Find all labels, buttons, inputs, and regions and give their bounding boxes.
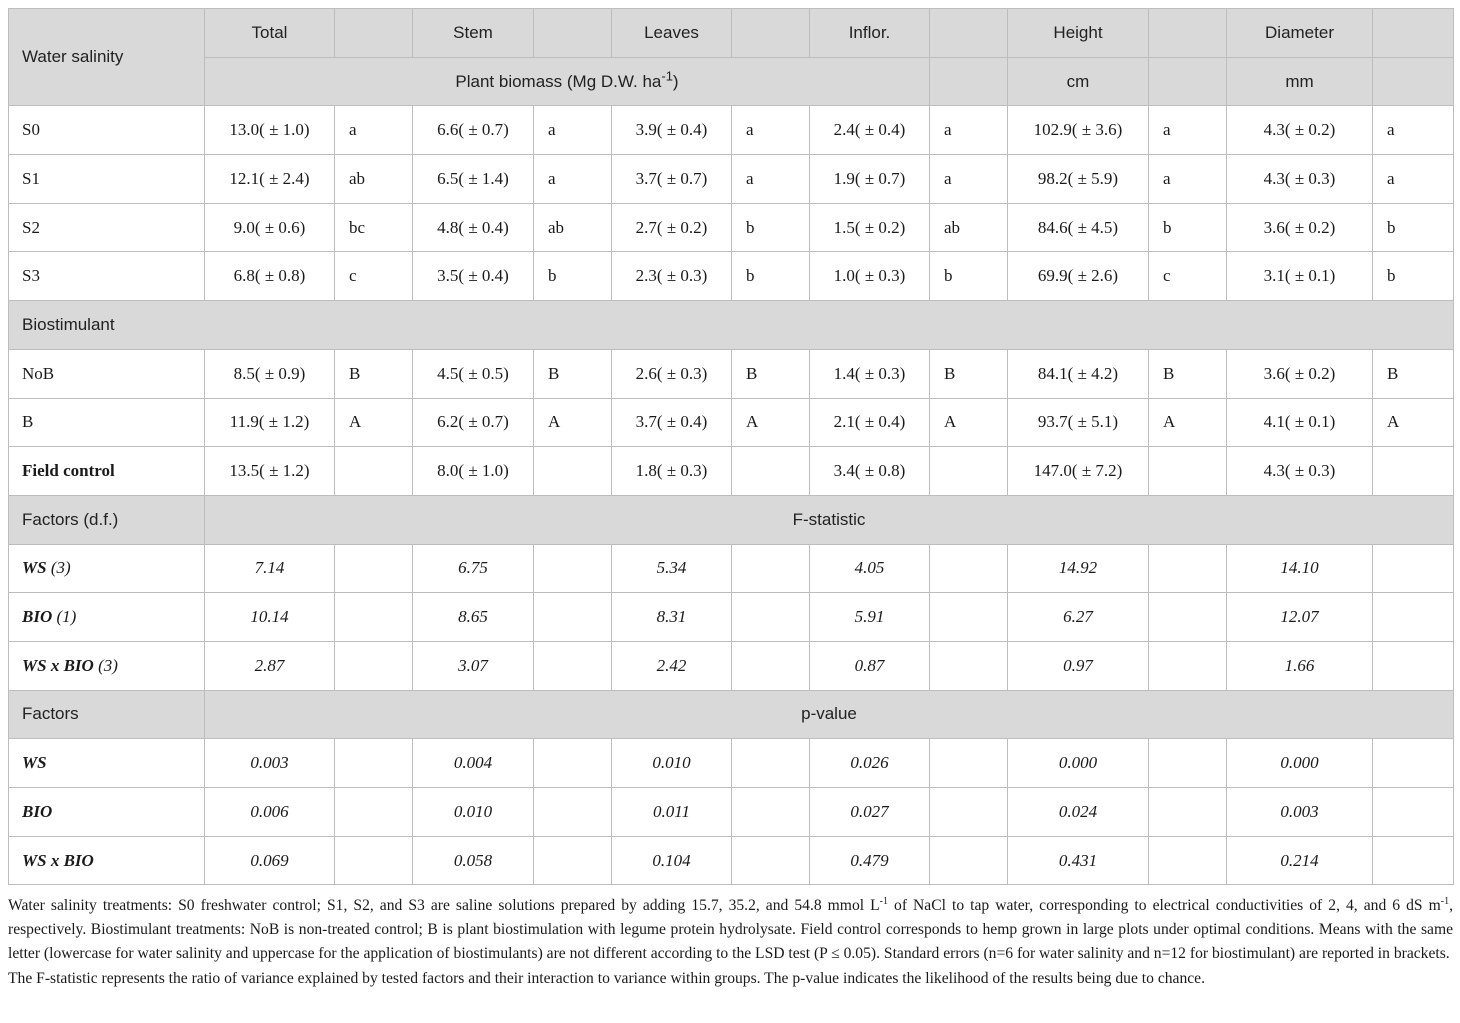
factor-name: BIO bbox=[22, 607, 53, 627]
factor-label bbox=[9, 593, 205, 642]
stat-diameter: 1.66 bbox=[1227, 641, 1373, 690]
stat-spacer bbox=[1373, 739, 1454, 788]
cell-height: 93.7( ± 5.1) bbox=[1008, 398, 1149, 447]
stat-inflor: 0.87 bbox=[810, 641, 930, 690]
cell-leaves-letter: B bbox=[732, 349, 810, 398]
factor-label bbox=[9, 544, 205, 593]
header-spacer bbox=[1149, 9, 1227, 58]
header-row-1 bbox=[9, 9, 1454, 58]
cell-inflor: 3.4( ± 0.8) bbox=[810, 447, 930, 496]
stat-total: 10.14 bbox=[205, 593, 335, 642]
cell-leaves: 1.8( ± 0.3) bbox=[612, 447, 732, 496]
cell-height: 102.9( ± 3.6) bbox=[1008, 106, 1149, 155]
cell-stem-letter: ab bbox=[534, 203, 612, 252]
stat-total: 2.87 bbox=[205, 641, 335, 690]
cell-height-letter: B bbox=[1149, 349, 1227, 398]
stat-spacer bbox=[534, 641, 612, 690]
cell-stem: 3.5( ± 0.4) bbox=[413, 252, 534, 301]
factor-label bbox=[9, 641, 205, 690]
footnote-treatments: Water salinity treatments: S0 freshwater control; S1, S2, and S3 are saline solutions prepared by adding 15.7, 35.2, and 54.8 mmol $L^{-1}$ of NaCl to tap water, corresponding to electrical conductivities of 2, 4, and 6 dS $m^{-1}$, respectively. Biostimulant treatments: NoB is non-treated control; B is plant biostimulation with legume protein hydrolysate. Field control corresponds to hemp grown in large plots under optimal conditions. Means with the same letter (lowercase for water salinity and uppercase for the application of biostimulants) are not different according to the LSD test (P ≤ 0.05). Standard errors (n=6 for water salinity and n=12 for biostimulant) are reported in brackets. bbox=[8, 895, 1453, 963]
stat-height: 0.97 bbox=[1008, 641, 1149, 690]
cell-diameter-letter: b bbox=[1373, 203, 1454, 252]
cell-inflor-letter: B bbox=[930, 349, 1008, 398]
stat-spacer bbox=[534, 836, 612, 885]
cell-height-letter: A bbox=[1149, 398, 1227, 447]
stat-spacer bbox=[930, 788, 1008, 837]
stat-diameter: 0.000 bbox=[1227, 739, 1373, 788]
cell-leaves: 2.7( ± 0.2) bbox=[612, 203, 732, 252]
factor-df: (3) bbox=[93, 655, 118, 675]
stat-spacer bbox=[1373, 788, 1454, 837]
stat-spacer bbox=[732, 641, 810, 690]
cell-diameter: 3.6( ± 0.2) bbox=[1227, 203, 1373, 252]
cell-inflor-letter: ab bbox=[930, 203, 1008, 252]
stat-inflor: 0.027 bbox=[810, 788, 930, 837]
stat-spacer bbox=[335, 788, 413, 837]
cell-stem-letter: a bbox=[534, 106, 612, 155]
row-label: S0 bbox=[9, 106, 205, 155]
header-leaves: Leaves bbox=[612, 9, 732, 58]
stat-spacer bbox=[335, 836, 413, 885]
cell-total-letter bbox=[335, 447, 413, 496]
header-diameter: Diameter bbox=[1227, 9, 1373, 58]
cell-diameter: 4.3( ± 0.2) bbox=[1227, 106, 1373, 155]
stat-spacer bbox=[1149, 739, 1227, 788]
header-inflor: Inflor. bbox=[810, 9, 930, 58]
pval-section-title: p-value bbox=[205, 690, 1454, 739]
cell-leaves-letter: A bbox=[732, 398, 810, 447]
row-label: S3 bbox=[9, 252, 205, 301]
cell-height: 84.1( ± 4.2) bbox=[1008, 349, 1149, 398]
stat-spacer bbox=[732, 593, 810, 642]
fstat-row bbox=[9, 641, 1454, 690]
cell-total-letter: B bbox=[335, 349, 413, 398]
row-label: S2 bbox=[9, 203, 205, 252]
pval-row bbox=[9, 788, 1454, 837]
biostimulant-row bbox=[9, 398, 1454, 447]
cell-total: 13.5( ± 1.2) bbox=[205, 447, 335, 496]
header-spacer bbox=[1149, 57, 1227, 106]
stat-spacer bbox=[534, 739, 612, 788]
header-spacer bbox=[1373, 9, 1454, 58]
cell-height-letter bbox=[1149, 447, 1227, 496]
header-total: Total bbox=[205, 9, 335, 58]
stat-spacer bbox=[930, 544, 1008, 593]
cell-inflor: 2.4( ± 0.4) bbox=[810, 106, 930, 155]
cell-diameter: 3.6( ± 0.2) bbox=[1227, 349, 1373, 398]
factor-name: WS bbox=[22, 753, 47, 773]
cell-leaves: 2.3( ± 0.3) bbox=[612, 252, 732, 301]
stat-spacer bbox=[1373, 836, 1454, 885]
cell-stem: 4.5( ± 0.5) bbox=[413, 349, 534, 398]
stat-spacer bbox=[1149, 593, 1227, 642]
table-body bbox=[9, 9, 1454, 885]
stat-spacer bbox=[1373, 641, 1454, 690]
cell-total-letter: c bbox=[335, 252, 413, 301]
row-label: B bbox=[9, 398, 205, 447]
cell-diameter: 3.1( ± 0.1) bbox=[1227, 252, 1373, 301]
stat-diameter: 12.07 bbox=[1227, 593, 1373, 642]
header-height: Height bbox=[1008, 9, 1149, 58]
header-spacer bbox=[930, 9, 1008, 58]
cell-total: 8.5( ± 0.9) bbox=[205, 349, 335, 398]
stat-spacer bbox=[930, 641, 1008, 690]
stat-spacer bbox=[1373, 544, 1454, 593]
salinity-row bbox=[9, 155, 1454, 204]
stat-total: 0.003 bbox=[205, 739, 335, 788]
cell-stem-letter: A bbox=[534, 398, 612, 447]
fstat-section-label: Factors (d.f.) bbox=[9, 495, 205, 544]
stat-leaves: 2.42 bbox=[612, 641, 732, 690]
stat-diameter: 0.214 bbox=[1227, 836, 1373, 885]
factor-df: (1) bbox=[52, 607, 77, 627]
header-water-salinity: Water salinity bbox=[9, 9, 205, 106]
cell-height: 84.6( ± 4.5) bbox=[1008, 203, 1149, 252]
cell-stem: 4.8( ± 0.4) bbox=[413, 203, 534, 252]
cell-leaves-letter: a bbox=[732, 155, 810, 204]
cell-stem: 6.2( ± 0.7) bbox=[413, 398, 534, 447]
cell-total-letter: bc bbox=[335, 203, 413, 252]
cell-leaves: 2.6( ± 0.3) bbox=[612, 349, 732, 398]
cell-total: 11.9( ± 1.2) bbox=[205, 398, 335, 447]
header-spacer bbox=[1373, 57, 1454, 106]
cell-diameter-letter: A bbox=[1373, 398, 1454, 447]
stat-spacer bbox=[534, 788, 612, 837]
header-spacer bbox=[930, 57, 1008, 106]
row-label: NoB bbox=[9, 349, 205, 398]
stat-diameter: 0.003 bbox=[1227, 788, 1373, 837]
factor-label bbox=[9, 739, 205, 788]
stat-inflor: 0.026 bbox=[810, 739, 930, 788]
cell-inflor-letter: a bbox=[930, 106, 1008, 155]
cell-inflor-letter bbox=[930, 447, 1008, 496]
stat-spacer bbox=[1149, 788, 1227, 837]
cell-diameter-letter: a bbox=[1373, 155, 1454, 204]
stat-spacer bbox=[335, 739, 413, 788]
results-table bbox=[8, 8, 1454, 885]
stat-spacer bbox=[732, 836, 810, 885]
cell-stem-letter: B bbox=[534, 349, 612, 398]
stat-height: 0.024 bbox=[1008, 788, 1149, 837]
header-spacer bbox=[732, 9, 810, 58]
factor-name: BIO bbox=[22, 801, 53, 821]
cell-leaves: 3.7( ± 0.4) bbox=[612, 398, 732, 447]
biostimulant-row bbox=[9, 349, 1454, 398]
stat-stem: 6.75 bbox=[413, 544, 534, 593]
cell-leaves: 3.7( ± 0.7) bbox=[612, 155, 732, 204]
pval-row bbox=[9, 739, 1454, 788]
cell-leaves: 3.9( ± 0.4) bbox=[612, 106, 732, 155]
fstat-section-title: F-statistic bbox=[205, 495, 1454, 544]
cell-inflor: 1.4( ± 0.3) bbox=[810, 349, 930, 398]
cell-total-letter: ab bbox=[335, 155, 413, 204]
biostimulant-section-label: Biostimulant bbox=[9, 301, 1454, 350]
stat-spacer bbox=[534, 593, 612, 642]
header-height-unit: cm bbox=[1008, 57, 1149, 106]
pval-section bbox=[9, 690, 1454, 739]
cell-height-letter: c bbox=[1149, 252, 1227, 301]
cell-leaves-letter: b bbox=[732, 203, 810, 252]
cell-leaves-letter: b bbox=[732, 252, 810, 301]
factor-name: WS x BIO bbox=[22, 655, 94, 675]
stat-stem: 0.004 bbox=[413, 739, 534, 788]
cell-inflor: 1.9( ± 0.7) bbox=[810, 155, 930, 204]
stat-total: 0.006 bbox=[205, 788, 335, 837]
cell-diameter-letter: a bbox=[1373, 106, 1454, 155]
biostimulant-section bbox=[9, 301, 1454, 350]
stat-spacer bbox=[534, 544, 612, 593]
stat-inflor: 4.05 bbox=[810, 544, 930, 593]
factor-label bbox=[9, 788, 205, 837]
cell-inflor-letter: b bbox=[930, 252, 1008, 301]
stat-total: 7.14 bbox=[205, 544, 335, 593]
cell-total: 13.0( ± 1.0) bbox=[205, 106, 335, 155]
stat-inflor: 0.479 bbox=[810, 836, 930, 885]
stat-stem: 0.010 bbox=[413, 788, 534, 837]
stat-inflor: 5.91 bbox=[810, 593, 930, 642]
stat-spacer bbox=[335, 544, 413, 593]
stat-spacer bbox=[732, 788, 810, 837]
cell-inflor-letter: a bbox=[930, 155, 1008, 204]
cell-diameter: 4.3( ± 0.3) bbox=[1227, 447, 1373, 496]
stat-height: 6.27 bbox=[1008, 593, 1149, 642]
cell-height: 69.9( ± 2.6) bbox=[1008, 252, 1149, 301]
stat-spacer bbox=[930, 593, 1008, 642]
row-label: Field control bbox=[9, 447, 205, 496]
cell-diameter-letter: B bbox=[1373, 349, 1454, 398]
cell-stem-letter bbox=[534, 447, 612, 496]
stat-spacer bbox=[1149, 641, 1227, 690]
cell-stem: 6.5( ± 1.4) bbox=[413, 155, 534, 204]
cell-height-letter: a bbox=[1149, 106, 1227, 155]
factor-df: (3) bbox=[46, 558, 71, 578]
stat-diameter: 14.10 bbox=[1227, 544, 1373, 593]
header-diameter-unit: mm bbox=[1227, 57, 1373, 106]
fstat-row bbox=[9, 593, 1454, 642]
field-control-row bbox=[9, 447, 1454, 496]
fstat-row bbox=[9, 544, 1454, 593]
stat-spacer bbox=[335, 593, 413, 642]
cell-leaves-letter: a bbox=[732, 106, 810, 155]
pval-section-label: Factors bbox=[9, 690, 205, 739]
cell-diameter: 4.1( ± 0.1) bbox=[1227, 398, 1373, 447]
cell-diameter-letter: b bbox=[1373, 252, 1454, 301]
stat-stem: 3.07 bbox=[413, 641, 534, 690]
header-spacer bbox=[534, 9, 612, 58]
factor-label bbox=[9, 836, 205, 885]
stat-spacer bbox=[732, 544, 810, 593]
stat-height: 0.431 bbox=[1008, 836, 1149, 885]
stat-spacer bbox=[930, 739, 1008, 788]
cell-inflor: 1.5( ± 0.2) bbox=[810, 203, 930, 252]
salinity-row bbox=[9, 106, 1454, 155]
stat-height: 0.000 bbox=[1008, 739, 1149, 788]
footnote-statistics: The F-statistic represents the ratio of variance explained by tested factors and their interaction to variance within groups. The p-value indicates the likelihood of the results being due to chance. bbox=[8, 969, 1205, 987]
cell-height: 98.2( ± 5.9) bbox=[1008, 155, 1149, 204]
cell-stem: 6.6( ± 0.7) bbox=[413, 106, 534, 155]
stat-stem: 8.65 bbox=[413, 593, 534, 642]
stat-spacer bbox=[930, 836, 1008, 885]
salinity-row bbox=[9, 203, 1454, 252]
cell-height: 147.0( ± 7.2) bbox=[1008, 447, 1149, 496]
header-stem: Stem bbox=[413, 9, 534, 58]
header-spacer bbox=[335, 9, 413, 58]
pval-row bbox=[9, 836, 1454, 885]
stat-total: 0.069 bbox=[205, 836, 335, 885]
cell-diameter: 4.3( ± 0.3) bbox=[1227, 155, 1373, 204]
cell-diameter-letter bbox=[1373, 447, 1454, 496]
cell-height-letter: a bbox=[1149, 155, 1227, 204]
row-label: S1 bbox=[9, 155, 205, 204]
cell-inflor: 2.1( ± 0.4) bbox=[810, 398, 930, 447]
stat-spacer bbox=[732, 739, 810, 788]
cell-stem-letter: b bbox=[534, 252, 612, 301]
cell-inflor-letter: A bbox=[930, 398, 1008, 447]
stat-leaves: 0.104 bbox=[612, 836, 732, 885]
stat-leaves: 5.34 bbox=[612, 544, 732, 593]
cell-total: 6.8( ± 0.8) bbox=[205, 252, 335, 301]
header-plant-biomass: Plant biomass (Mg D.W. $ha^{-1}$) bbox=[205, 57, 930, 106]
table-footnote bbox=[8, 894, 1453, 991]
cell-total-letter: A bbox=[335, 398, 413, 447]
header-row-2 bbox=[9, 57, 1454, 106]
cell-total-letter: a bbox=[335, 106, 413, 155]
cell-total: 9.0( ± 0.6) bbox=[205, 203, 335, 252]
stat-height: 14.92 bbox=[1008, 544, 1149, 593]
stat-leaves: 0.010 bbox=[612, 739, 732, 788]
salinity-row bbox=[9, 252, 1454, 301]
stat-spacer bbox=[1373, 593, 1454, 642]
stat-spacer bbox=[1149, 836, 1227, 885]
stat-leaves: 8.31 bbox=[612, 593, 732, 642]
factor-name: WS bbox=[22, 558, 47, 578]
stat-stem: 0.058 bbox=[413, 836, 534, 885]
factor-name: WS x BIO bbox=[22, 850, 94, 870]
cell-inflor: 1.0( ± 0.3) bbox=[810, 252, 930, 301]
fstat-section bbox=[9, 495, 1454, 544]
stat-leaves: 0.011 bbox=[612, 788, 732, 837]
cell-stem: 8.0( ± 1.0) bbox=[413, 447, 534, 496]
cell-height-letter: b bbox=[1149, 203, 1227, 252]
cell-leaves-letter bbox=[732, 447, 810, 496]
cell-total: 12.1( ± 2.4) bbox=[205, 155, 335, 204]
cell-stem-letter: a bbox=[534, 155, 612, 204]
stat-spacer bbox=[1149, 544, 1227, 593]
stat-spacer bbox=[335, 641, 413, 690]
